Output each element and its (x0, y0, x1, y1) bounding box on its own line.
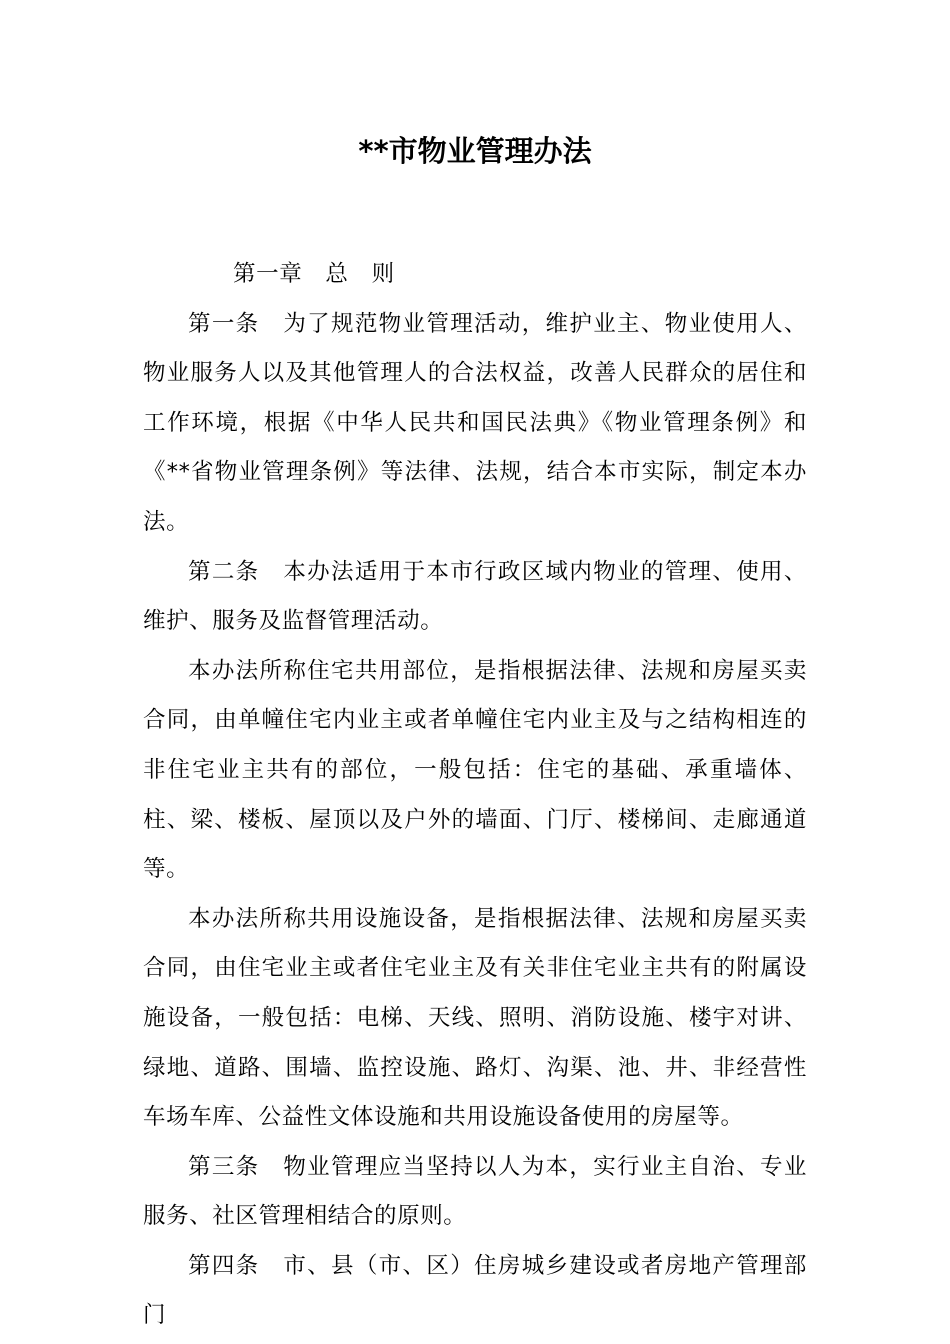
document-title: **市物业管理办法 (358, 134, 592, 168)
article-1-paragraph (143, 300, 807, 548)
article-4-paragraph (143, 1242, 807, 1341)
paragraph-text: 本办法所称共用设施设备，是指根据法律、法规和房屋买卖合同，由住宅业主或者住宅业主及有关非住宅业主共有的附属设施设备，一般包括：电梯、天线、照明、消防设施、楼宇对讲、绿地、道路、围墙、监控设施、路灯、沟渠、池、井、非经营性车场车库、公益性文体设施和共用设施设备使用的房屋等。 (143, 905, 807, 1131)
document-body (143, 250, 807, 1341)
shared-parts-paragraph (143, 647, 807, 895)
chapter-heading: 第一章 总 则 (233, 261, 395, 287)
paragraph-text: 本办法所称住宅共用部位，是指根据法律、法规和房屋买卖合同，由单幢住宅内业主或者单幢住宅内业主及与之结构相连的非住宅业主共有的部位，一般包括：住宅的基础、承重墙体、柱、梁、楼板、屋顶以及户外的墙面、门厅、楼梯间、走廊通道等。 (143, 657, 807, 883)
article-text: 市、县（市、区）住房城乡建设或者房地产管理部门 (143, 1252, 807, 1329)
article-text: 本办法适用于本市行政区域内物业的管理、使用、维护、服务及监督管理活动。 (143, 558, 807, 635)
shared-facilities-paragraph (143, 895, 807, 1143)
article-text: 为了规范物业管理活动，维护业主、物业使用人、物业服务人以及其他管理人的合法权益，改善人民群众的居住和工作环境，根据《中华人民共和国民法典》《物业管理条例》和《**省物业管理条例》等法律、法规，结合本市实际，制定本办法。 (143, 310, 807, 535)
article-label: 第三条 (188, 1153, 284, 1180)
article-label: 第四条 (188, 1252, 284, 1279)
article-3-paragraph (143, 1143, 807, 1242)
article-label: 第二条 (188, 558, 284, 585)
article-2-paragraph (143, 548, 807, 647)
article-text: 物业管理应当坚持以人为本，实行业主自治、专业服务、社区管理相结合的原则。 (143, 1153, 807, 1230)
article-label: 第一条 (188, 310, 284, 337)
